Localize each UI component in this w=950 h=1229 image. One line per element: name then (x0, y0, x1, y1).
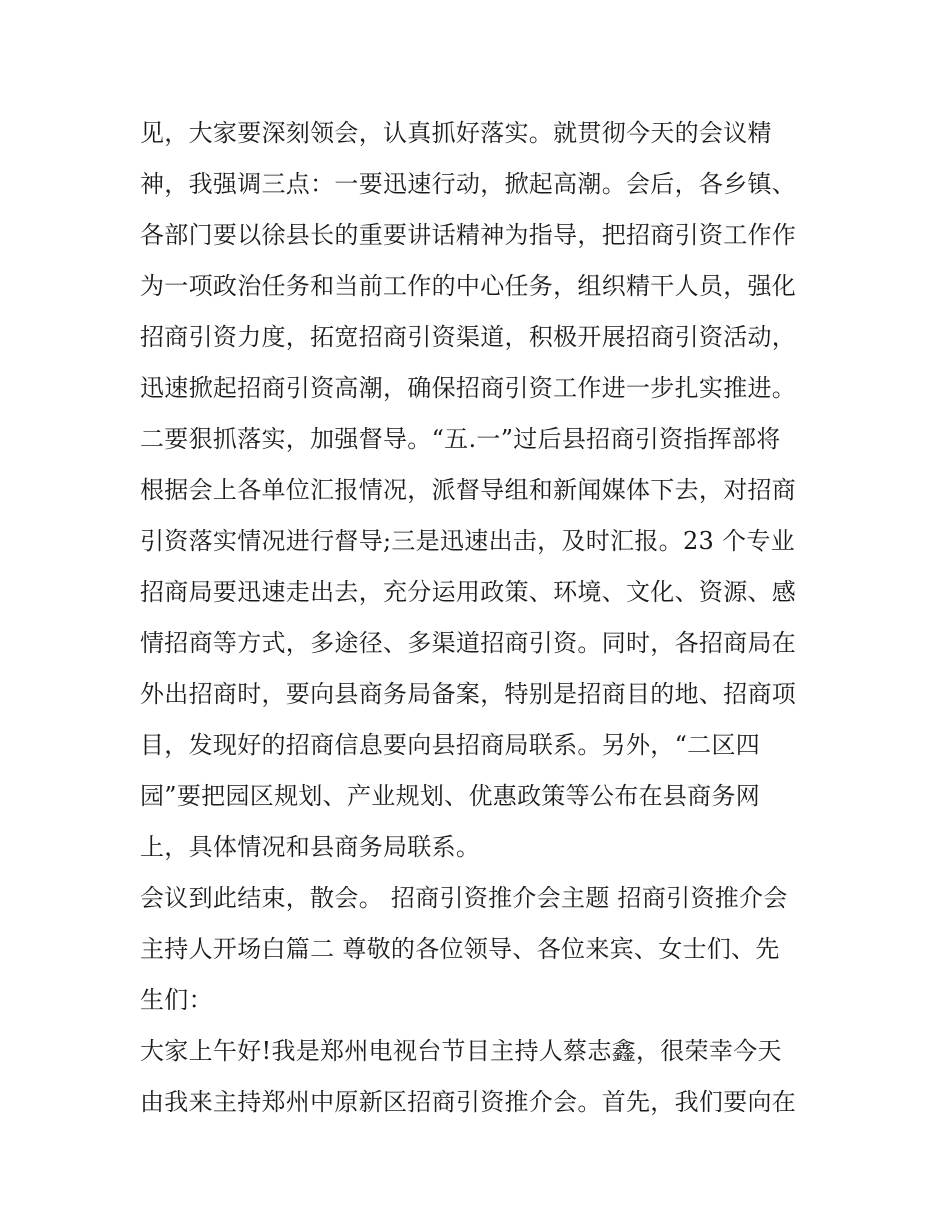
text-line: 为一项政治任务和当前工作的中心任务，组织精干人员，强化 (140, 272, 797, 300)
text-line: 主持人开场白篇二 尊敬的各位领导、各位来宾、女士们、先 (140, 935, 780, 963)
text-line: 由我来主持郑州中原新区招商引资推介会。首先，我们要向在 (140, 1088, 797, 1116)
text-line: 招商引资力度，拓宽招商引资渠道，积极开展招商引资活动， (140, 323, 797, 351)
text-line: 根据会上各单位汇报情况，派督导组和新闻媒体下去，对招商 (140, 476, 797, 504)
text-line: 大家上午好!我是郑州电视台节目主持人蔡志鑫，很荣幸今天 (140, 1037, 782, 1065)
text-line: 见，大家要深刻领会，认真抓好落实。就贯彻今天的会议精 (140, 119, 772, 147)
text-line: 各部门要以徐县长的重要讲话精神为指导，把招商引资工作作 (140, 221, 797, 249)
text-line: 引资落实情况进行督导;三是迅速出击，及时汇报。23 个专业 (140, 527, 795, 555)
text-line: 上，具体情况和县商务局联系。 (140, 833, 481, 861)
text-line: 园”要把园区规划、产业规划、优惠政策等公布在县商务网 (140, 782, 761, 810)
text-line: 神，我强调三点：一要迅速行动，掀起高潮。会后，各乡镇、 (140, 170, 797, 198)
text-line: 外出招商时，要向县商务局备案，特别是招商目的地、招商项 (140, 680, 797, 708)
body-text (140, 108, 820, 1128)
text-line: 招商局要迅速走出去，充分运用政策、环境、文化、资源、感 (140, 578, 797, 606)
text-line: 迅速掀起招商引资高潮，确保招商引资工作进一步扎实推进。 (140, 374, 797, 402)
text-line: 情招商等方式，多途径、多渠道招商引资。同时，各招商局在 (140, 629, 797, 657)
text-line: 生们： (140, 986, 213, 1014)
text-line: 会议到此结束，散会。 招商引资推介会主题 招商引资推介会 (140, 884, 788, 912)
text-line: 二要狠抓落实，加强督导。“五.一”过后县招商引资指挥部将 (140, 425, 781, 453)
text-line: 目，发现好的招商信息要向县招商局联系。另外，“二区四 (140, 731, 761, 759)
